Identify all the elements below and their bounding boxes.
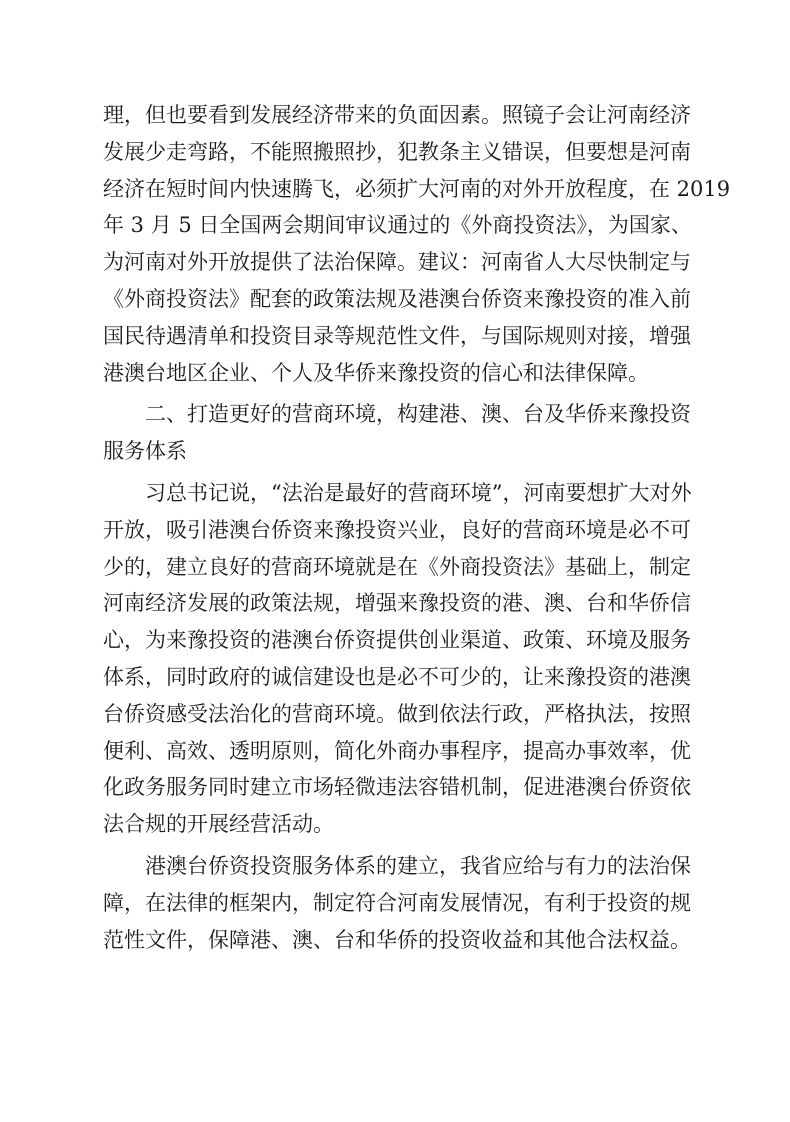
- heading-line: 二、打造更好的营商环境，构建港、澳、台及华侨来豫投资: [103, 402, 691, 427]
- text-line: 港澳台地区企业、个人及华侨来豫投资的信心和法律保障。: [103, 360, 649, 385]
- text-line: 经济在短时间内快速腾飞，必须扩大河南的对外开放程度，在 2019: [103, 176, 731, 201]
- text-line: 便利、高效、透明原则，简化外商办事程序，提高办事效率，优: [103, 738, 691, 763]
- paragraph-2: [103, 475, 703, 843]
- text-line: 河南经济发展的政策法规，增强来豫投资的港、澳、台和华侨信: [103, 591, 691, 616]
- text-line: 体系，同时政府的诚信建设也是必不可少的，让来豫投资的港澳: [103, 664, 691, 689]
- text-line: 台侨资感受法治化的营商环境。做到依法行政，严格执法，按照: [103, 701, 691, 726]
- text-line: 国民待遇清单和投资目录等规范性文件，与国际规则对接，增强: [103, 323, 691, 348]
- section-heading: [103, 396, 703, 470]
- text-line: 法合规的开展经营活动。: [103, 812, 334, 837]
- document-body: [103, 97, 731, 958]
- text-line: 为河南对外开放提供了法治保障。建议：河南省人大尽快制定与: [103, 250, 691, 275]
- text-line: 少的，建立良好的营商环境就是在《外商投资法》基础上，制定: [103, 554, 691, 579]
- text-line: 港澳台侨资投资服务体系的建立，我省应给与有力的法治保: [103, 853, 691, 878]
- text-line: 习总书记说，“法治是最好的营商环境”，河南要想扩大对外: [103, 480, 692, 505]
- text-line: 化政务服务同时建立市场轻微违法容错机制，促进港澳台侨资依: [103, 775, 691, 800]
- heading-line: 服务体系: [103, 439, 187, 464]
- text-line: 发展少走弯路，不能照搬照抄，犯教条主义错误，但要想是河南: [103, 139, 691, 164]
- paragraph-1: [103, 97, 731, 391]
- text-line: 范性文件，保障港、澳、台和华侨的投资收益和其他合法权益。: [103, 927, 691, 952]
- text-line: 开放，吸引港澳台侨资来豫投资兴业，良好的营商环境是必不可: [103, 517, 691, 542]
- text-line: 理，但也要看到发展经济带来的负面因素。照镜子会让河南经济: [103, 103, 691, 127]
- text-line: 年 3 月 5 日全国两会期间审议通过的《外商投资法》，为国家、: [103, 213, 692, 238]
- paragraph-3: [103, 848, 703, 958]
- text-line: 《外商投资法》配套的政策法规及港澳台侨资来豫投资的准入前: [103, 286, 691, 311]
- text-line: 障，在法律的框架内，制定符合河南发展情况，有利于投资的规: [103, 890, 691, 915]
- text-line: 心，为来豫投资的港澳台侨资提供创业渠道、政策、环境及服务: [103, 628, 691, 653]
